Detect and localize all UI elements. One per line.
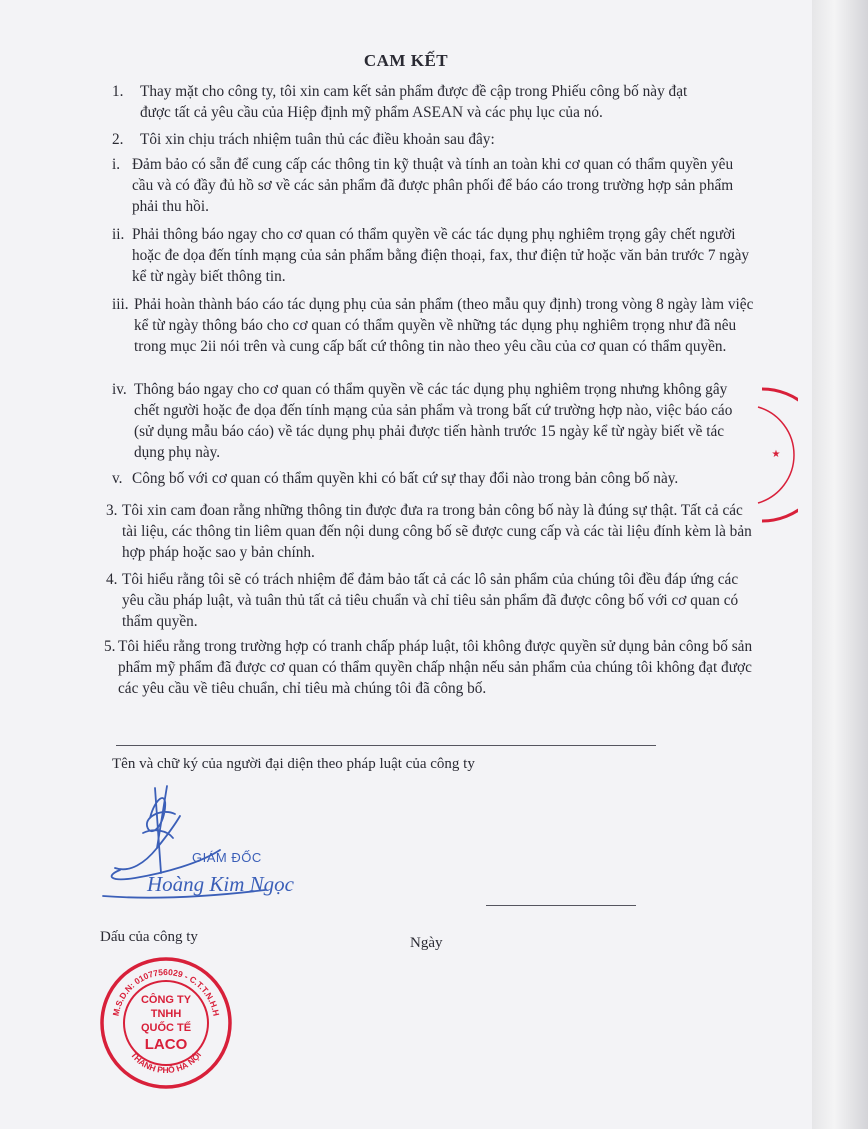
- list-item: [106, 500, 756, 563]
- seal-line-1: CÔNG TY: [140, 994, 192, 1006]
- item-number: i.: [112, 156, 121, 173]
- list-item: [112, 224, 762, 287]
- item-number: 1.: [112, 83, 124, 100]
- list-item: [112, 154, 757, 217]
- item-number: 2.: [112, 131, 124, 148]
- item-text: Tôi xin cam đoan rằng những thông tin được đưa ra trong bản công bố này là đúng sự thật. Tất cả các tài liệu, các thông tin liêm quan đến nội dung công bố sẽ được cung cấp và các tài liệu đính kèm là bản hợp pháp hoặc sao y bản chính.: [122, 502, 752, 561]
- seal-bottom-text: THÀNH PHỐ HÀ NỘI: [128, 1049, 204, 1076]
- list-item: [106, 569, 756, 632]
- star-icon: ★: [771, 449, 781, 460]
- document-title: CAM KẾT: [363, 51, 449, 70]
- svg-text:THÀNH PHỐ HÀ NỘI: [129, 1050, 203, 1075]
- item-number: iv.: [112, 381, 127, 398]
- item-text: Thay mặt cho công ty, tôi xin cam kết sản phẩm được đề cập trong Phiếu công bố này đạt được tất cả yêu cầu của Hiệp định mỹ phẩm ASEAN và các phụ lục của nó.: [140, 83, 688, 121]
- seal-ring-text: M.S.D.N: 0107756029 - C.T.T.N.H.H: [110, 966, 222, 1017]
- seal-line-3: QUỐC TẾ: [140, 1022, 192, 1034]
- list-item: [104, 636, 756, 699]
- list-item: [112, 81, 712, 123]
- company-seal: [98, 955, 234, 1091]
- item-number: 5.: [104, 638, 116, 655]
- item-number: v.: [112, 470, 123, 487]
- item-text: Tôi hiểu rằng tôi sẽ có trách nhiệm để đảm bảo tất cả các lô sản phẩm của chúng tôi đều đáp ứng các yêu cầu pháp luật, và tuân thủ tất cả tiêu chuẩn và chỉ tiêu sản phẩm đã được công bố với cơ quan có thẩm quyền.: [122, 571, 739, 630]
- signature-divider: [116, 745, 656, 746]
- item-text: Công bố với cơ quan có thẩm quyền khi có bất cứ sự thay đổi nào trong bản công bố này.: [132, 470, 679, 487]
- list-item: [112, 294, 762, 357]
- date-line: [486, 905, 636, 906]
- seal-line-2: TNHH: [150, 1008, 182, 1020]
- item-text: Phải hoàn thành báo cáo tác dụng phụ của sản phẩm (theo mẫu quy định) trong vòng 8 ngày làm việc kể từ ngày thông báo cho cơ quan có thẩm quyền về những tác dụng phụ nghiêm trọng như đã nêu trong mục 2ii nói trên và cung cấp bất cứ thông tin nào theo yêu cầu của cơ quan có thẩm quyền.: [134, 296, 754, 355]
- item-text: Đảm bảo có sẵn để cung cấp các thông tin kỹ thuật và tính an toàn khi cơ quan có thẩm quyền yêu cầu và có đầy đủ hồ sơ về các sản phẩm đã được phân phối để báo cáo trong trường hợp sản phẩm phải thu hồi.: [132, 156, 734, 215]
- director-name: Hoàng Kim Ngọc: [147, 872, 294, 896]
- list-item: [112, 379, 737, 463]
- seal-line-4: LACO: [144, 1036, 188, 1053]
- item-number: 3.: [106, 502, 118, 519]
- item-number: 4.: [106, 571, 118, 588]
- item-text: Thông báo ngay cho cơ quan có thẩm quyền về các tác dụng phụ nghiêm trọng nhưng không gây chết người hoặc đe dọa đến tính mạng của sản phẩm và trong bất cứ trường hợp nào, việc báo cáo (sử dụng mẫu báo cáo) về tác dụng phụ phải được tiến hành trước 15 ngày kể từ ngày biết về tác dụng phụ này.: [134, 381, 733, 461]
- list-item: [112, 468, 762, 489]
- page-edge: [812, 0, 868, 1129]
- corner-seal: [738, 385, 798, 525]
- list-item: [112, 129, 712, 150]
- item-text: Phải thông báo ngay cho cơ quan có thẩm quyền về các tác dụng phụ nghiêm trọng gây chết người hoặc đe dọa đến tính mạng của sản phẩm bằng điện thoại, fax, thư điện tử hoặc văn bản trước 7 ngày kể từ ngày biết thông tin.: [132, 226, 750, 285]
- signature-label: Tên và chữ ký của người đại diện theo pháp luật của công ty: [112, 756, 475, 772]
- item-number: iii.: [112, 296, 129, 313]
- director-title: GIÁM ĐỐC: [192, 850, 262, 865]
- item-number: ii.: [112, 226, 125, 243]
- item-text: Tôi xin chịu trách nhiệm tuân thủ các điều khoản sau đây:: [140, 131, 495, 148]
- item-text: Tôi hiểu rằng trong trường hợp có tranh chấp pháp luật, tôi không được quyền sử dụng bản công bố sản phẩm mỹ phẩm đã được cơ quan có thẩm quyền chấp nhận nếu sản phẩm của chúng tôi không đạt được các yêu cầu về tiêu chuẩn, chỉ tiêu mà chúng tôi đã công bố.: [118, 638, 753, 697]
- date-label: Ngày: [410, 935, 443, 951]
- company-seal-label: Dấu của công ty: [100, 929, 198, 945]
